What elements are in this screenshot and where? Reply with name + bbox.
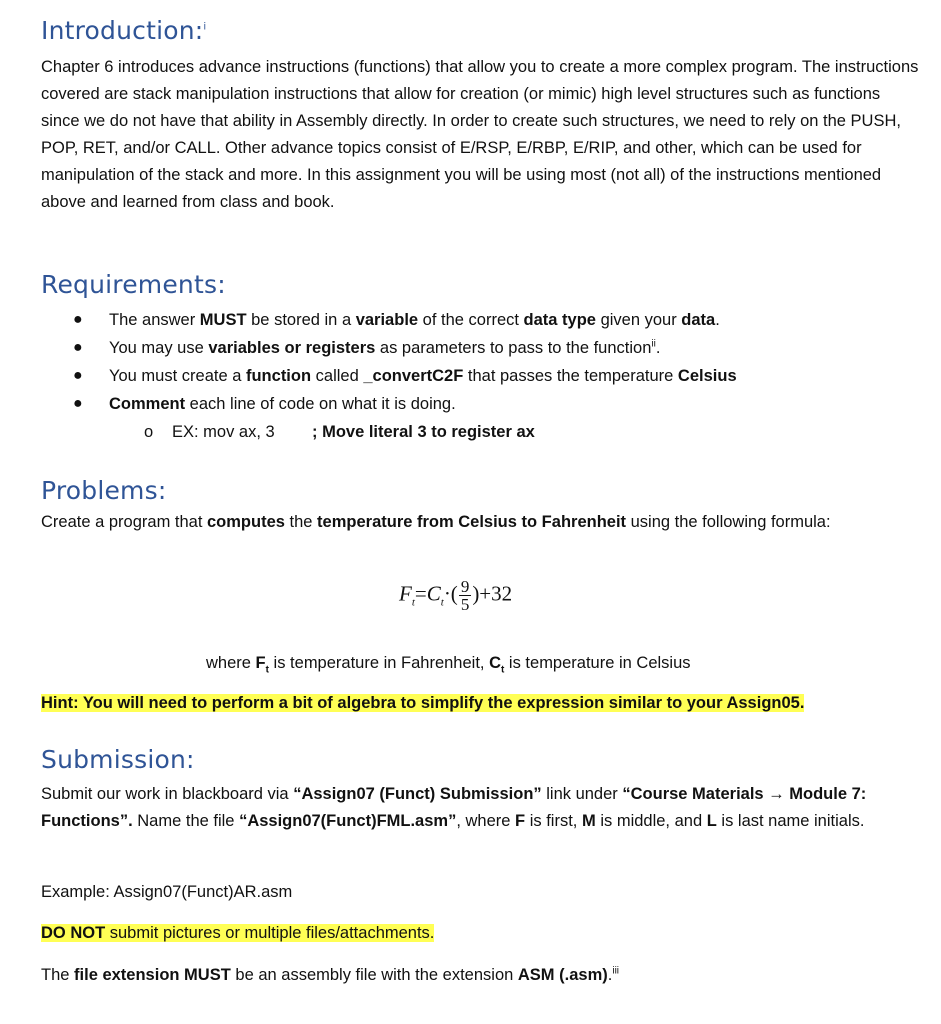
introduction-heading: Introduction:$^i$ [41, 16, 207, 45]
formula-legend: where $F_t$ is temperature in Fahrenheit, $C_t$ is temperature in Celsius [206, 654, 691, 676]
requirement-item: ● You may use variables or registers as parameters to pass to the function$^{ii}$. [41, 334, 921, 362]
code-example: EX: mov ax, 3 [172, 423, 275, 441]
filename-example: Example: Assign07(Funct)AR.asm [41, 883, 293, 901]
submission-paragraph: Submit our work in blackboard via “Assign07 (Funct) Submission” link under “Course Materials → Module 7: Functions”. Name the file “Assign07(Funct)FML.asm”, where F is first, M is middle, and L is last name initials. [41, 785, 867, 830]
fraction: $\frac{9}{5}$ [460, 577, 470, 614]
circle-bullet-icon: o [144, 423, 154, 441]
footnote-ref-i[interactable]: i [203, 21, 207, 33]
bullet-icon: ● [73, 395, 83, 412]
extension-requirement: The file extension MUST be an assembly file with the extension ASM (.asm).$^{iii}$ [41, 965, 620, 984]
bullet-icon: ● [73, 339, 83, 356]
hint-highlight: Hint: You will need to perform a bit of algebra to simplify the expression similar to your Assign05. [41, 694, 805, 712]
requirement-item: ● The answer MUST be stored in a variable of the correct data type given your data. [41, 306, 921, 334]
do-not-notice: DO NOT submit pictures or multiple files/attachments. [41, 924, 435, 942]
bullet-icon: ● [73, 367, 83, 384]
code-comment: ; Move literal 3 to register ax [312, 423, 535, 441]
footnote-ref-iii[interactable]: iii [612, 965, 620, 977]
problems-heading: Problems: [41, 476, 167, 505]
requirements-list [41, 306, 921, 418]
requirement-item: ● You must create a function called _convertC2F that passes the temperature Celsius [41, 362, 921, 390]
footnote-ref-ii[interactable]: ii [651, 338, 656, 350]
requirements-heading: Requirements: [41, 270, 226, 299]
submission-heading: Submission: [41, 745, 195, 774]
bullet-icon: ● [73, 311, 83, 328]
conversion-formula: $F_t=C_t\cdot$( $\frac{9}{5}$ )+32 [399, 577, 513, 614]
requirement-item: ● Comment each line of code on what it is doing. [41, 390, 921, 418]
problems-paragraph: Create a program that computes the temperature from Celsius to Fahrenheit using the following formula: [41, 513, 831, 531]
introduction-paragraph: Chapter 6 introduces advance instructions (functions) that allow you to create a more complex program. The instructions covered are stack manipulation instructions that allow for creation (or mimic) high level structures such as functions since we do not have that ability in Assembly directly. In order to create such structures, we need to rely on the PUSH, POP, RET, and/or CALL. Other advance topics consist of E/RSP, E/RBP, E/RIP, and other, which can be used for manipulation of the stack and more. In this assignment you will be using most (not all) of the instructions mentioned above and learned from class and book. [41, 58, 919, 211]
code-example-item [144, 418, 535, 446]
